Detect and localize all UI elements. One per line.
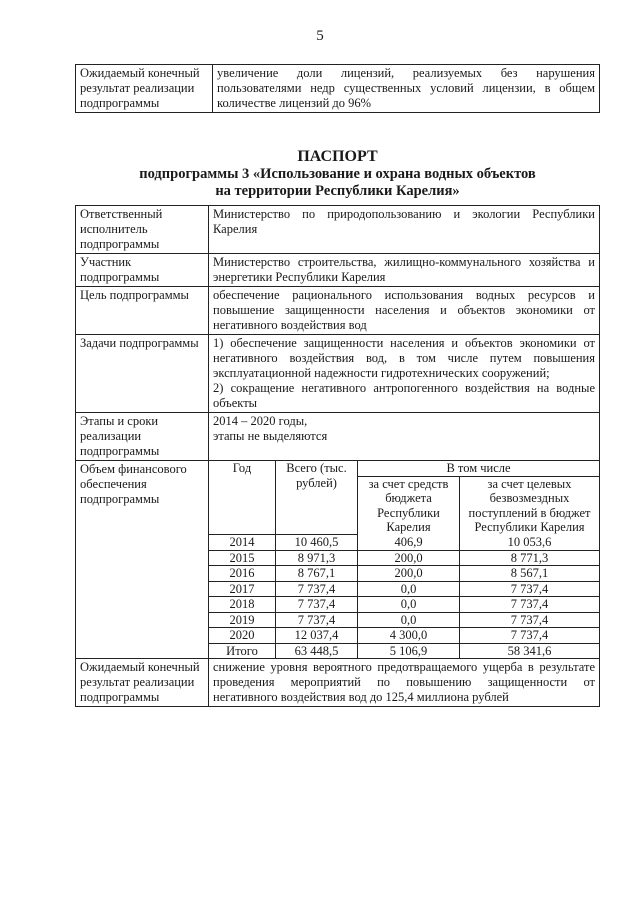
- row-value: снижение уровня вероятного предотвращаемого ущерба в результате проведения мероприятий по повышению защищенности от негативного воздействия вод до 125,4 миллиона рублей: [209, 659, 600, 707]
- financing-year-cell: 2018: [209, 597, 276, 613]
- table-row: [76, 287, 600, 335]
- financing-total-cell: 10 460,5: [276, 535, 358, 551]
- financing-year-cell: 2016: [209, 566, 276, 582]
- financing-total-cell: 7 737,4: [276, 612, 358, 628]
- row-value: Министерство строительства, жилищно-коммунального хозяйства и энергетики Республики Карелия: [209, 254, 600, 287]
- financing-budget-cell: 406,9: [358, 535, 460, 551]
- financing-budget-cell: 200,0: [358, 566, 460, 582]
- stages-line-1: 2014 – 2020 годы,: [213, 414, 308, 428]
- previous-passport-table: [75, 64, 600, 113]
- financing-row: [209, 628, 599, 644]
- financing-year-cell: 2019: [209, 612, 276, 628]
- table-row: [76, 413, 600, 461]
- table-row: [76, 335, 600, 413]
- title-line-1: ПАСПОРТ: [297, 148, 378, 165]
- row-label: Ожидаемый конечный результат реализации подпрограммы: [76, 65, 213, 113]
- financing-grants-cell: 7 737,4: [460, 597, 600, 613]
- financing-budget-cell: 0,0: [358, 581, 460, 597]
- financing-budget-cell: 200,0: [358, 550, 460, 566]
- financing-budget-cell: 0,0: [358, 612, 460, 628]
- financing-year-cell: 2014: [209, 535, 276, 551]
- financing-cell: [209, 461, 600, 659]
- row-value: [209, 335, 600, 413]
- financing-grants-cell: 8 567,1: [460, 566, 600, 582]
- financing-total-cell: 8 767,1: [276, 566, 358, 582]
- header-total: Всего (тыс. рублей): [276, 461, 358, 535]
- financing-total-cell: 63 448,5: [276, 643, 358, 658]
- financing-grants-cell: 10 053,6: [460, 535, 600, 551]
- financing-budget-cell: 4 300,0: [358, 628, 460, 644]
- task-item-1: 1) обеспечение защищенности населения и объектов экономики от негативного воздействия вод, в том числе путем повышения эксплуатационной надежности гидротехнических сооружений;: [213, 336, 595, 380]
- header-year: Год: [209, 461, 276, 535]
- financing-row: [209, 566, 599, 582]
- passport-table: [75, 205, 600, 707]
- row-value: [209, 413, 600, 461]
- row-label: Ответственный исполнитель подпрограммы: [76, 206, 209, 254]
- financing-budget-cell: 5 106,9: [358, 643, 460, 658]
- row-label: Ожидаемый конечный результат реализации подпрограммы: [76, 659, 209, 707]
- title-line-2: подпрограммы 3 «Использование и охрана водных объектов: [139, 166, 536, 182]
- financing-grants-cell: 7 737,4: [460, 581, 600, 597]
- financing-total-cell: 7 737,4: [276, 581, 358, 597]
- financing-year-cell: 2020: [209, 628, 276, 644]
- financing-row: [209, 597, 599, 613]
- table-row: [76, 65, 600, 113]
- task-item-2: 2) сокращение негативного антропогенного воздействия на водные объекты: [213, 381, 595, 410]
- passport-title: [75, 148, 600, 200]
- row-value: увеличение доли лицензий, реализуемых без нарушения пользователями недр существенных условий лицензии, в общем количестве лицензий до 96%: [213, 65, 600, 113]
- row-value: Министерство по природопользованию и экологии Республики Карелия: [209, 206, 600, 254]
- row-value: обеспечение рационального использования водных ресурсов и повышение защищенности населения и объектов экономики от негативного воздействия вод: [209, 287, 600, 335]
- row-label: Этапы и сроки реализации подпрограммы: [76, 413, 209, 461]
- row-label: Цель подпрограммы: [76, 287, 209, 335]
- financing-grants-cell: 8 771,3: [460, 550, 600, 566]
- financing-rows: [209, 535, 599, 659]
- financing-grants-cell: 7 737,4: [460, 628, 600, 644]
- table-row: [76, 254, 600, 287]
- financing-total-cell: 8 971,3: [276, 550, 358, 566]
- financing-year-cell: 2017: [209, 581, 276, 597]
- title-line-3: на территории Республики Карелия»: [215, 183, 460, 199]
- row-label: Объем финансового обеспечения подпрограммы: [76, 461, 209, 659]
- financing-row: [209, 535, 599, 551]
- financing-row: [209, 612, 599, 628]
- financing-header-row: [209, 461, 599, 476]
- table-row: [76, 461, 600, 659]
- financing-total-cell: 12 037,4: [276, 628, 358, 644]
- financing-table: [209, 461, 599, 658]
- table-row: [76, 659, 600, 707]
- financing-row: [209, 550, 599, 566]
- header-including: В том числе: [358, 461, 600, 476]
- financing-row: [209, 581, 599, 597]
- table-row: [76, 206, 600, 254]
- financing-budget-cell: 0,0: [358, 597, 460, 613]
- financing-row: [209, 643, 599, 658]
- financing-year-cell: 2015: [209, 550, 276, 566]
- financing-year-cell: Итого: [209, 643, 276, 658]
- row-label: Задачи подпрограммы: [76, 335, 209, 413]
- financing-grants-cell: 58 341,6: [460, 643, 600, 658]
- financing-grants-cell: 7 737,4: [460, 612, 600, 628]
- stages-line-2: этапы не выделяются: [213, 429, 328, 443]
- header-grants: за счет целевых безвозмездных поступлений в бюджет Республики Карелия: [460, 476, 600, 535]
- page-number: 5: [316, 28, 324, 44]
- financing-total-cell: 7 737,4: [276, 597, 358, 613]
- header-budget: за счет средств бюджета Республики Карелия: [358, 476, 460, 535]
- row-label: Участник подпрограммы: [76, 254, 209, 287]
